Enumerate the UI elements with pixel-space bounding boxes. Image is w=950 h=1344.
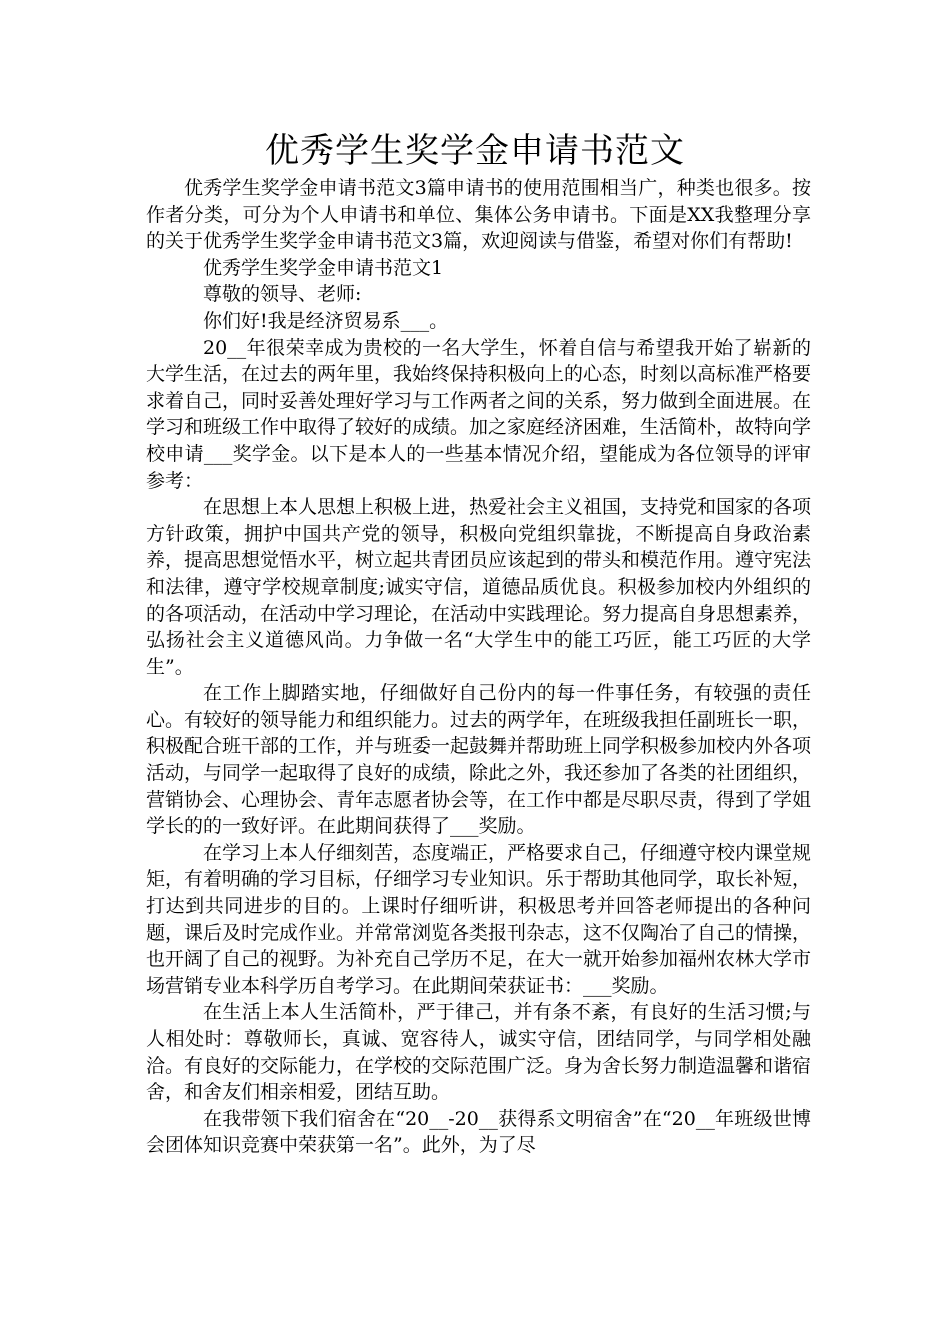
- greeting: 你们好!我是经济贸易系___。: [203, 309, 449, 332]
- body-paragraph: 在生活上本人生活简朴，严于律己，并有条不紊，有良好的生活习惯;与人相处时：尊敬师长，真诚、宽容待人，诚实守信，团结同学，与同学相处融洽。有良好的交际能力，在学校的交际范围广泛。身为舍长努力制造温馨和谐宿舍，和舍友们相亲相爱，团结互助。: [146, 1001, 812, 1104]
- document-title: 优秀学生奖学金申请书范文: [265, 131, 685, 171]
- body-paragraph: 20__年很荣幸成为贵校的一名大学生，怀着自信与希望我开始了崭新的大学生活，在过去的两年里，我始终保持积极向上的心态，时刻以高标准严格要求着自己，同时妥善处理好学习与工作两者之间的关系，努力做到全面进展。在学习和班级工作中取得了较好的成绩。加之家庭经济困难，生活简朴，故特向学校申请___奖学金。以下是本人的一些基本情况介绍，望能成为各位领导的评审参考：: [146, 336, 812, 492]
- body-paragraph: 在我带领下我们宿舍在“20__-20__获得系文明宿舍”在“20__年班级世博会团体知识竞赛中荣获第一名”。此外，为了尽: [146, 1107, 811, 1157]
- body-paragraph: 在思想上本人思想上积极上进，热爱社会主义祖国，支持党和国家的各项方针政策，拥护中国共产党的领导，积极向党组织靠拢，不断提高自身政治素养，提高思想觉悟水平，树立起共青团员应该起到的带头和模范作用。遵守宪法和法律，遵守学校规章制度;诚实守信，道德品质优良。积极参加校内外组织的的各项活动，在活动中学习理论，在活动中实践理论。努力提高自身思想素养，弘扬社会主义道德风尚。力争做一名“大学生中的能工巧匠，能工巧匠的大学生”。: [146, 496, 812, 678]
- body-paragraph: 在工作上脚踏实地，仔细做好自己份内的每一件事任务，有较强的责任心。有较好的领导能力和组织能力。过去的两学年，在班级我担任副班长一职，积极配合班干部的工作，并与班委一起鼓舞并帮助班上同学积极参加校内外各项活动，与同学一起取得了良好的成绩，除此之外，我还参加了各类的社团组织，营销协会、心理协会、青年志愿者协会等，在工作中都是尽职尽责，得到了学姐学长的的一致好评。在此期间获得了___奖励。: [146, 682, 812, 838]
- document-body: [146, 175, 811, 1159]
- body-paragraph: 在学习上本人仔细刻苦，态度端正，严格要求自己，仔细遵守校内课堂规矩，有着明确的学习目标，仔细学习专业知识。乐于帮助其他同学，取长补短，打达到共同进步的目的。上课时仔细听讲，积极思考并回答老师提出的各种问题，课后及时完成作业。并常常浏览各类报刊杂志，这不仅陶冶了自己的情操，也开阔了自己的视野。为补充自己学历不足，在大一就开始参加福州农林大学市场营销专业本科学历自考学习。在此期间荣获证书：___奖励。: [146, 841, 812, 997]
- sample-heading: 优秀学生奖学金申请书范文1: [203, 256, 444, 279]
- salutation: 尊敬的领导、老师:: [203, 283, 362, 306]
- intro-paragraph: 优秀学生奖学金申请书范文3篇申请书的使用范围相当广，种类也很多。按作者分类，可分为个人申请书和单位、集体公务申请书。下面是XX我整理分享的关于优秀学生奖学金申请书范文3篇，欢迎阅读与借鉴，希望对你们有帮助!: [146, 177, 811, 253]
